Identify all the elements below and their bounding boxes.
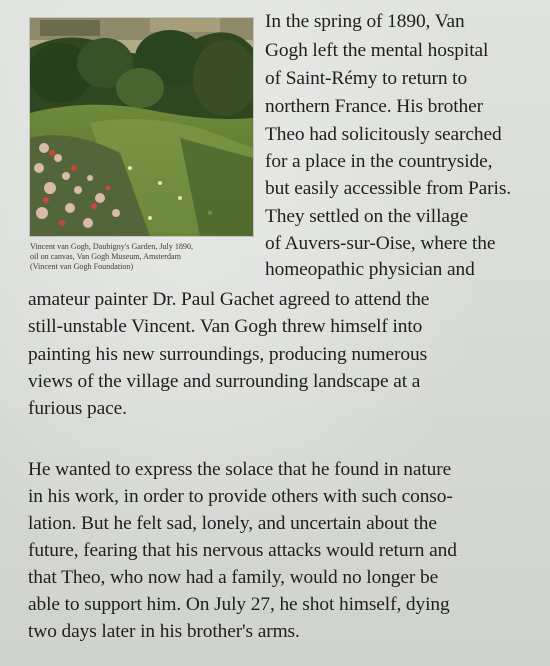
caption-line: oil on canvas, Van Gogh Museum, Amsterdam [30,252,181,262]
text-line: They settled on the village [265,206,468,227]
text-line: still-unstable Vincent. Van Gogh threw himself into [28,316,423,337]
text-line: views of the village and surrounding landscape at a [28,371,421,392]
text-line: of Auvers-sur-Oise, where the [265,233,496,254]
text-line: Theo had solicitously searched [265,124,502,145]
caption-line: (Vincent van Gogh Foundation) [30,262,134,272]
text-line: able to support him. On July 27, he shot himself, dying [28,594,450,615]
text-line: Gogh left the mental hospital [265,40,489,61]
text-line: for a place in the countryside, [265,151,493,172]
text-line: that Theo, who now had a family, would no longer be [28,567,439,588]
text-line: of Saint-Rémy to return to [265,68,468,89]
text-line: furious pace. [28,398,127,419]
text-line: in his work, in order to provide others with such conso- [28,486,453,507]
text-line: two days later in his brother's arms. [28,621,300,642]
text-line: In the spring of 1890, Van [265,11,465,32]
text-line: northern France. His brother [265,96,483,117]
text-line: amateur painter Dr. Paul Gachet agreed to attend the [28,289,430,310]
caption-line: Vincent van Gogh, Daubigny's Garden, July 1890, [30,242,194,251]
text-line: but easily accessible from Paris. [265,178,512,199]
text-line: painting his new surroundings, producing numerous [28,344,428,365]
text-line: future, fearing that his nervous attacks would return and [28,540,457,561]
text-line: He wanted to express the solace that he found in nature [28,459,452,480]
text-line: lation. But he felt sad, lonely, and uncertain about the [28,513,437,534]
text-line: homeopathic physician and [265,259,475,280]
